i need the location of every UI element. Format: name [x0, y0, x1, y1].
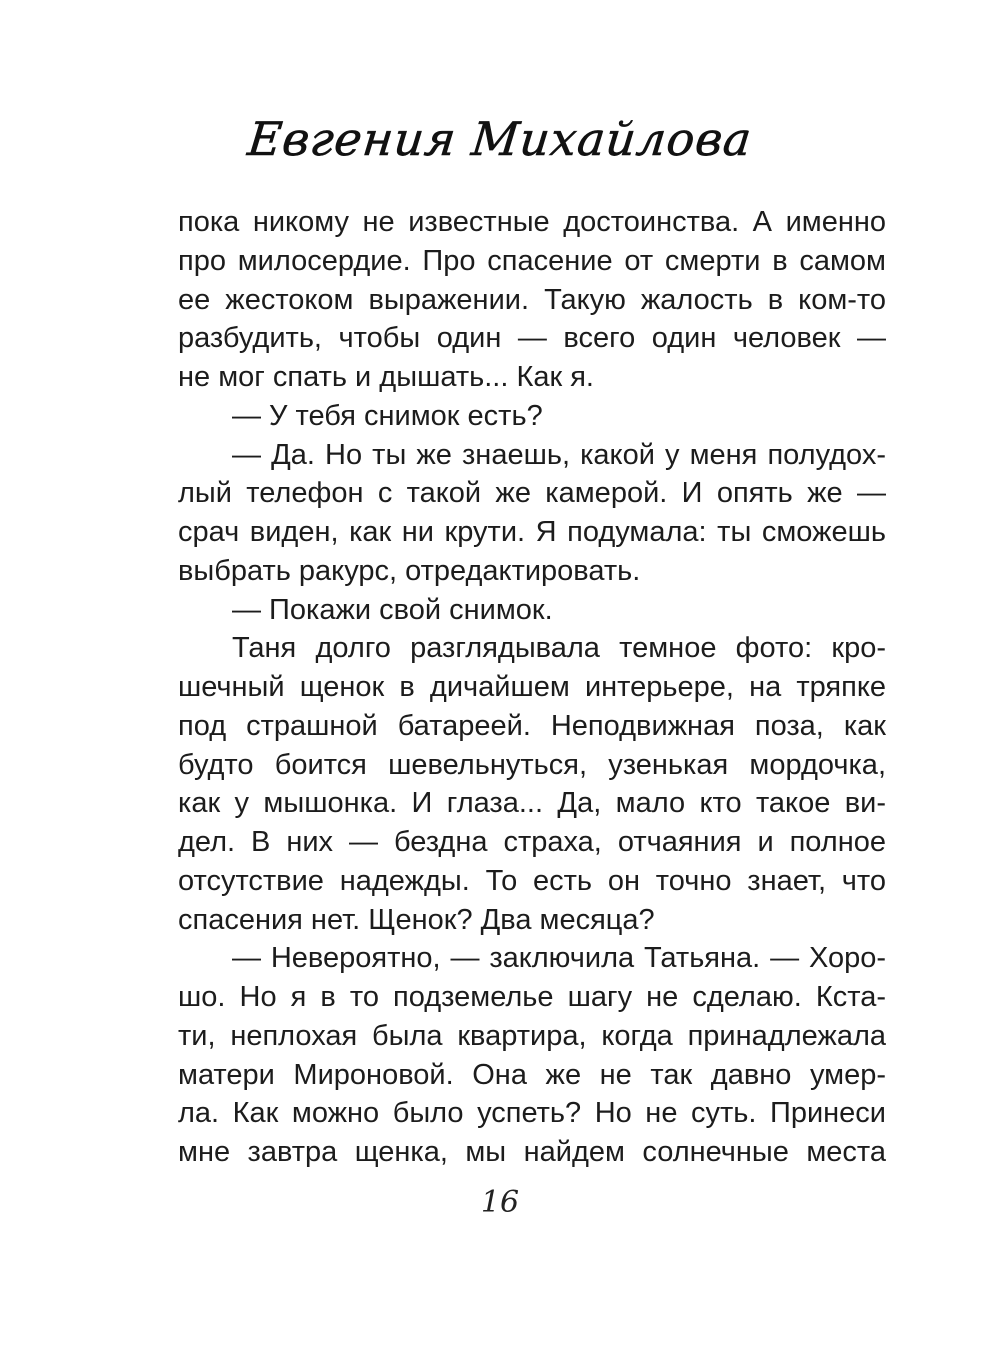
text-line: шечный щенок в дичайшем интерьере, на тряпке [178, 671, 886, 703]
text-line: разбудить, чтобы один — всего один человек — [178, 322, 886, 355]
text-line: шо. Но я в то подземелье шагу не сделаю. Кста- [178, 981, 886, 1013]
text-line: — У тебя снимок есть? [232, 399, 543, 432]
text-line: под страшной батареей. Неподвижная поза, как [178, 709, 886, 742]
running-head-author [0, 112, 1000, 166]
text-line: как у мышонка. И глаза... Да, мало кто такое ви- [178, 787, 886, 820]
text-line: отсутствие надежды. То есть он точно знает, что [178, 864, 886, 897]
page-number: 16 [480, 1185, 520, 1220]
text-line: срач виден, как ни крути. Я подумала: ты сможешь [178, 516, 886, 548]
text-line: спасения нет. Щенок? Два месяца? [178, 903, 655, 936]
text-line: пока никому не известные достоинства. А именно [178, 206, 886, 238]
body-text [178, 203, 886, 1172]
text-line: — Да. Но ты же знаешь, какой у меня полудох- [232, 438, 886, 471]
text-line: матери Мироновой. Она же не так давно умер- [178, 1058, 886, 1091]
text-line: ти, неплохая была квартира, когда принадлежала [178, 1019, 886, 1052]
text-line: Таня долго разглядывала темное фото: кро- [232, 632, 886, 665]
text-line: выбрать ракурс, отредактировать. [178, 554, 641, 587]
text-line: — Покажи свой снимок. [232, 593, 553, 626]
text-line: не мог спать и дышать... Как я. [178, 361, 594, 393]
text-line: дел. В них — бездна страха, отчаяния и полное [178, 826, 886, 858]
text-line: лый телефон с такой же камерой. И опять же — [178, 477, 886, 510]
text-line: ла. Как можно было успеть? Но не суть. Принеси [178, 1097, 886, 1130]
text-line: ее жестоком выражении. Такую жалость в ком-то [178, 283, 886, 316]
text-line: — Невероятно, — заключила Татьяна. — Хоро- [232, 942, 886, 975]
text-line: будто боится шевельнуться, узенькая мордочка, [178, 748, 886, 781]
text-line: про милосердие. Про спасение от смерти в самом [178, 244, 886, 277]
author-name: Евгения Михайлова [245, 112, 755, 166]
text-line: мне завтра щенка, мы найдем солнечные места [178, 1136, 886, 1168]
